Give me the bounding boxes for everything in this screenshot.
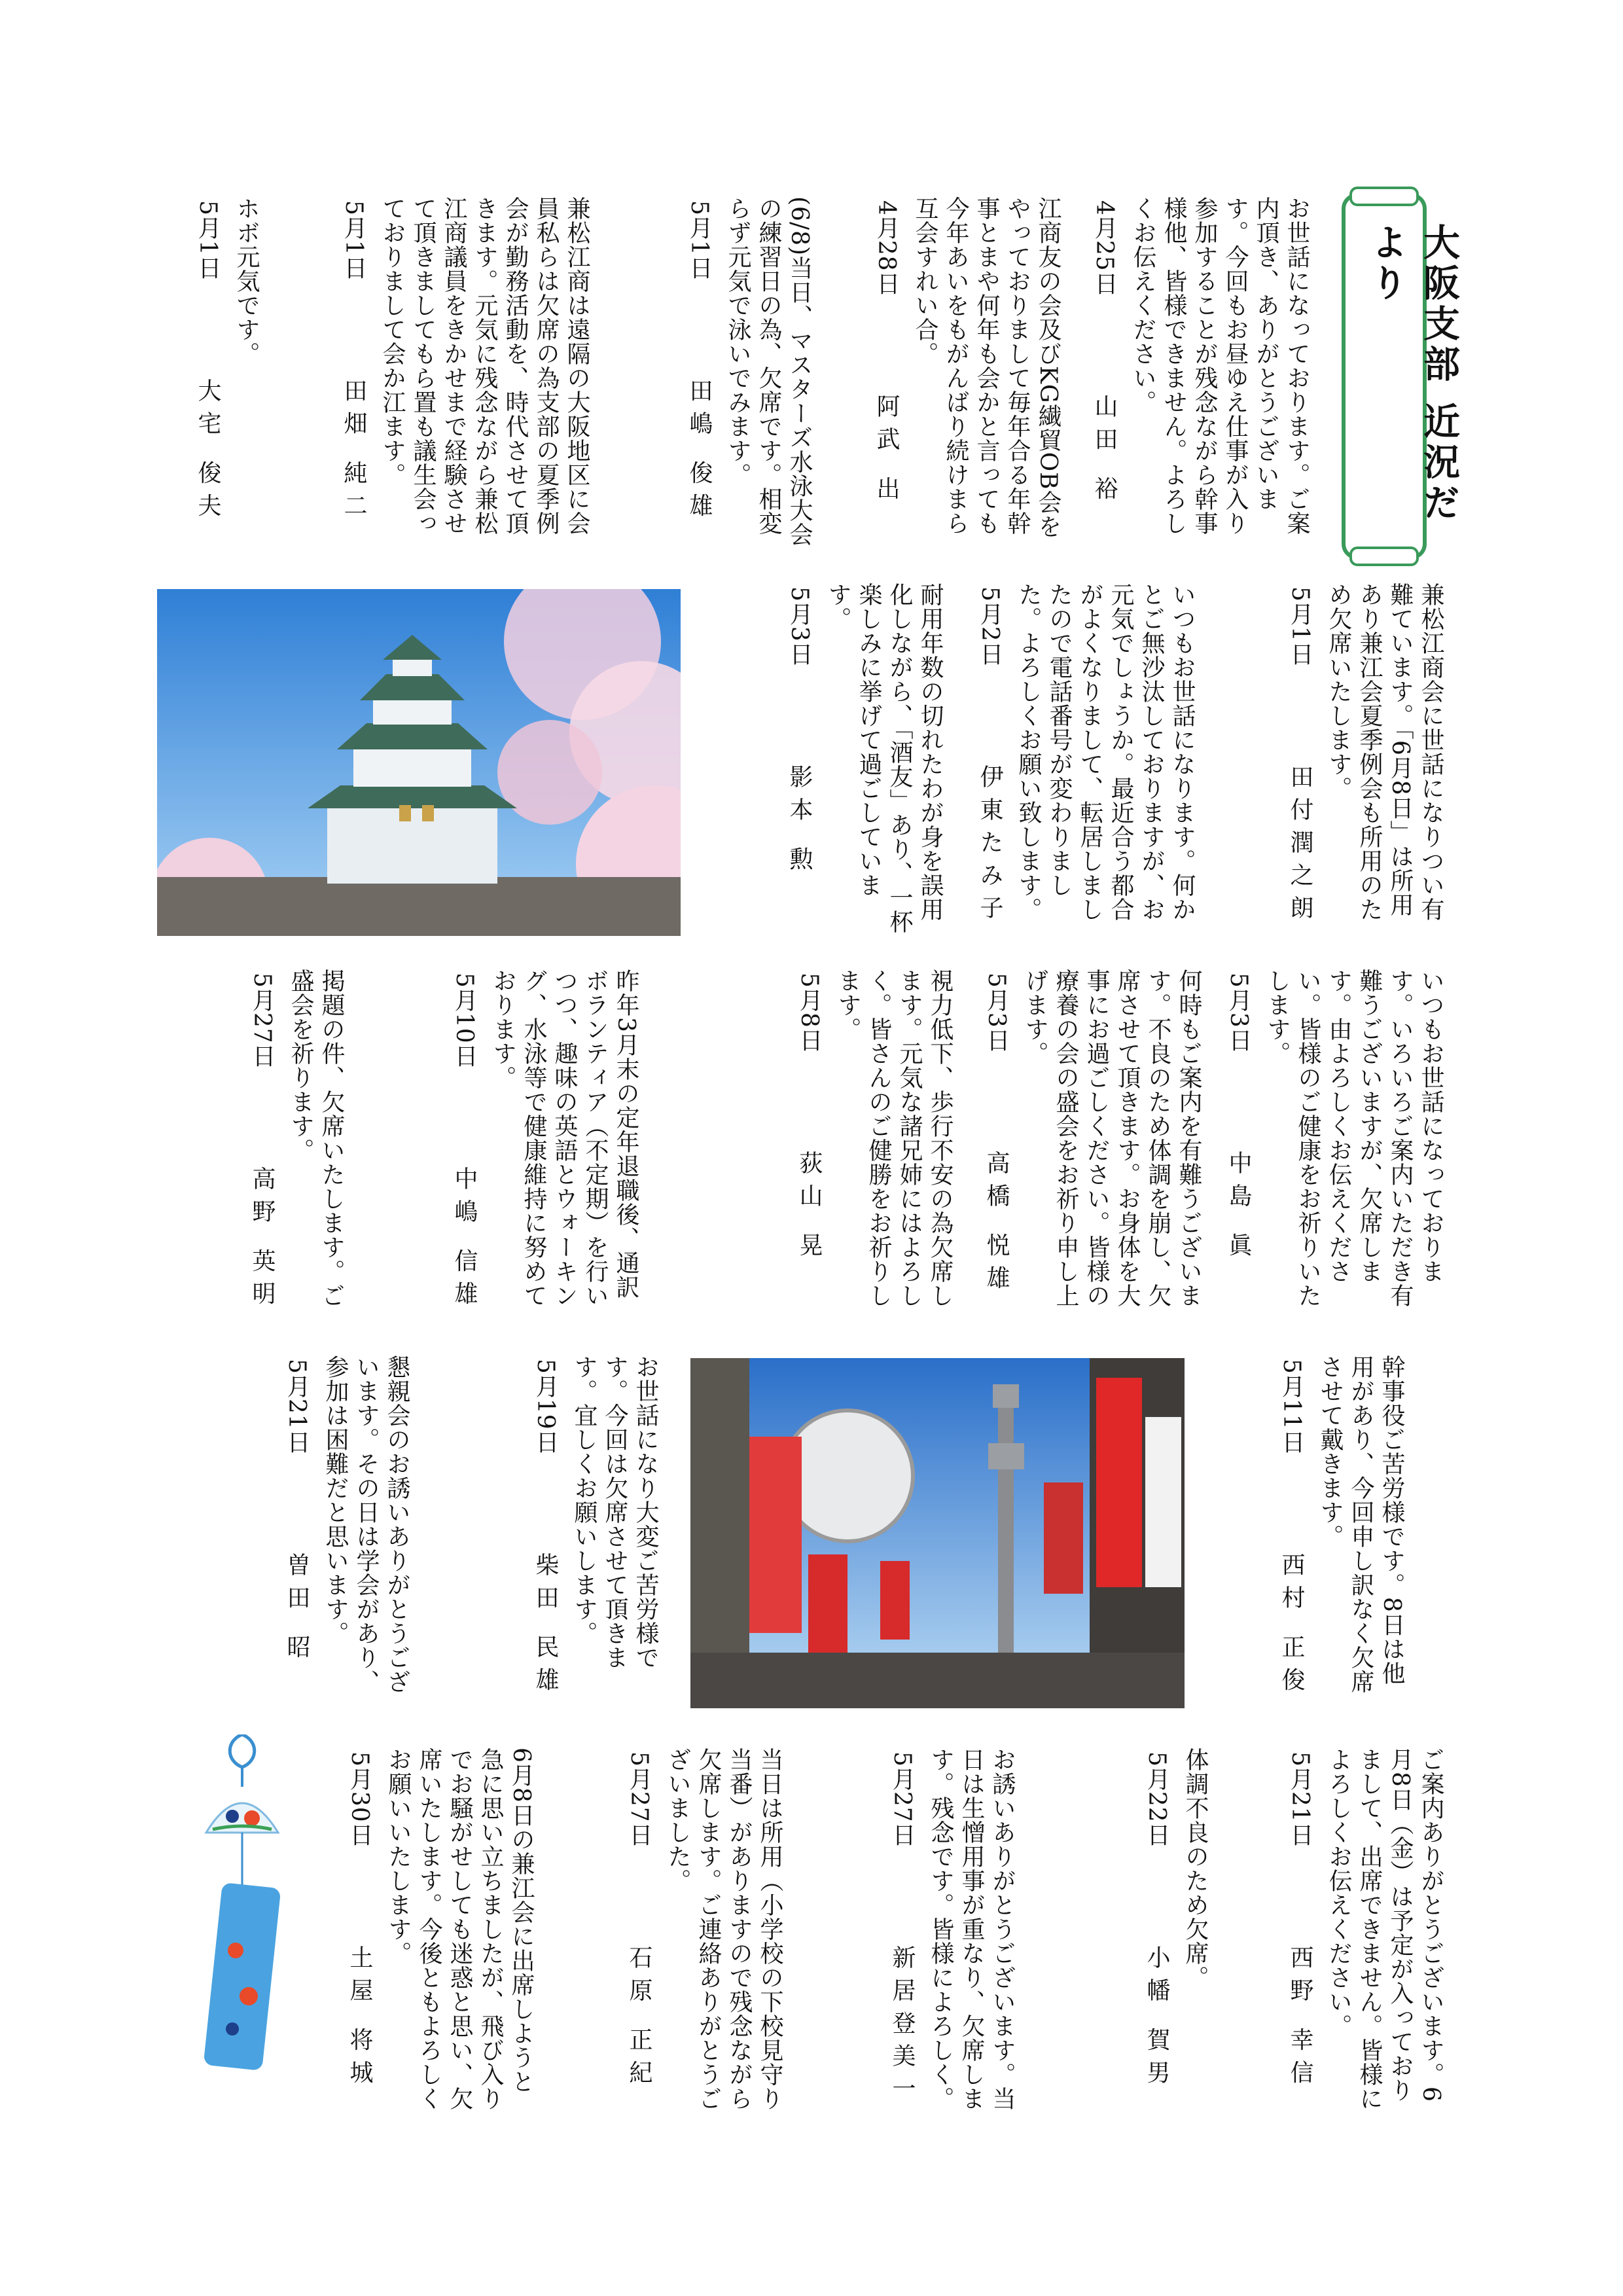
message-author: 高野 英明 xyxy=(249,1166,276,1314)
message-body: ホボ元気です。 xyxy=(233,196,260,366)
message-author: 影本 勲 xyxy=(786,764,813,880)
message-author: 田付潤之朗 xyxy=(1287,764,1313,928)
message-body: 当日は所用（小学校の下校見守り当番）がありますので残念ながら欠席します。ご連絡ありがとうございました。 xyxy=(664,1748,783,2111)
photo-osaka-castle xyxy=(157,589,681,936)
message-body: 昨年3月末の定年退職後、通訳ボランティア（不定期）を行いつつ、趣味の英語とウォーキング、水泳等で健康維持に努めております。 xyxy=(490,969,639,1308)
message-date: 4月28日 xyxy=(873,200,900,296)
message-date: 5月1日 xyxy=(194,200,221,280)
message-7 xyxy=(974,583,1198,936)
message-author: 阿武 出 xyxy=(873,393,900,509)
message-8 xyxy=(784,583,946,936)
message-author: 中島 眞 xyxy=(1225,1150,1252,1266)
message-10 xyxy=(981,969,1204,1322)
message-9 xyxy=(1223,969,1446,1322)
message-body: お世話になっております。ご案内頂き、ありがとうございます。今回もお昼ゆえ仕事が入り参加することが残念ながら幹事様他、皆様できません。よろしくお伝えください。 xyxy=(1130,196,1310,535)
message-11 xyxy=(794,969,955,1322)
message-author: 高橋 悦雄 xyxy=(983,1150,1010,1299)
message-body: 兼松江商会に世話になりつい有難ています。「6月8日」は所用あり兼江会夏季例会も所用のため欠席いたします。 xyxy=(1325,583,1444,922)
message-body: 体調不良のため欠席。 xyxy=(1182,1748,1209,1990)
message-date: 5月27日 xyxy=(626,1751,652,1847)
message-body: 耐用年数の切れたわが身を誤用化しながら、「酒友」あり、一杯楽しみに挙げて過ごしています。 xyxy=(825,583,944,934)
message-author: 荻山 晃 xyxy=(796,1150,823,1266)
message-date: 5月1日 xyxy=(340,200,367,280)
message-body: ご案内ありがとうございます。6月8日（金）は予定が入っておりまして、出席できません。皆様によろしくお伝えください。 xyxy=(1325,1748,1444,2111)
message-date: 5月1日 xyxy=(1287,586,1313,666)
message-author: 土屋 将城 xyxy=(346,1945,373,2093)
message-date: 5月27日 xyxy=(249,973,276,1068)
message-author: 伊東たみ子 xyxy=(976,764,1003,928)
message-2 xyxy=(871,196,1063,550)
message-body: 6月8日の兼江会に出席しようと急に思い立ちましたが、飛び入りでお騒がせしても迷惑と思い、欠席いたします。今後ともよろしくお願いいたします。 xyxy=(385,1748,535,2111)
message-date: 5月11日 xyxy=(1278,1359,1305,1454)
scroll-cap-top xyxy=(1349,187,1419,206)
message-13 xyxy=(247,969,347,1322)
message-author: 石原 正紀 xyxy=(626,1945,652,2093)
message-20 xyxy=(624,1748,785,2114)
message-body: (6/8)当日、マスターズ水泳大会の練習日の為、欠席です。相変らず元気で泳いでみます。 xyxy=(724,196,813,547)
message-author: 柴田 民雄 xyxy=(532,1552,559,1700)
message-date: 4月25日 xyxy=(1091,200,1118,296)
message-15 xyxy=(530,1355,661,1708)
message-16 xyxy=(281,1355,412,1708)
message-author: 新居登美一 xyxy=(889,1945,916,2109)
section-title-box xyxy=(1342,193,1460,560)
page-title: 大阪支部 近況だより xyxy=(1365,223,1460,524)
message-17 xyxy=(1285,1748,1446,2114)
message-date: 5月1日 xyxy=(686,200,713,280)
wind-chime-illustration xyxy=(187,1734,298,2075)
message-author: 中嶋 信雄 xyxy=(451,1166,478,1314)
message-date: 5月30日 xyxy=(346,1751,373,1847)
message-author: 西野 幸信 xyxy=(1287,1945,1313,2093)
message-author: 大宅 俊夫 xyxy=(194,378,221,526)
message-body: 視力低下、歩行不安の為欠席します。元気な諸兄姉にはよろしく。皆さんのご健勝をお祈りします。 xyxy=(834,969,954,1308)
message-body: 江商友の会及びKG繊貿OB会をやっておりまして毎年合る年幹事とまや何年も会かと言っても今年あいをもがんばり続けまら互会すれい合。 xyxy=(912,196,1061,539)
message-date: 5月3日 xyxy=(1225,973,1252,1052)
message-19 xyxy=(887,1748,1018,2114)
message-author: 田畑 純二 xyxy=(340,378,367,526)
message-body: 懇親会のお誘いありがとうございます。その日は学会があり、参加は困難だと思います。 xyxy=(322,1355,410,1694)
message-1 xyxy=(1089,196,1312,550)
message-date: 5月21日 xyxy=(1287,1751,1313,1847)
message-body: 掲題の件、欠席いたします。ご盛会を祈ります。 xyxy=(287,969,345,1308)
message-5 xyxy=(192,196,262,550)
message-date: 5月22日 xyxy=(1143,1751,1170,1847)
scroll-cap-bottom xyxy=(1349,547,1419,566)
message-12 xyxy=(449,969,641,1322)
message-date: 5月3日 xyxy=(786,586,813,666)
message-author: 曽田 昭 xyxy=(283,1552,310,1668)
message-18 xyxy=(1141,1748,1211,2114)
message-body: 兼松江商は遠隔の大阪地区に会員私らは欠席の為支部の夏季例会が勤務活動を、時代させて頂きます。元気に残念ながら兼松江商議員をきかせまで経験させて頂きましてもら置も議生会っておりまして会か江ます。 xyxy=(379,196,590,535)
message-body: お誘いありがとうございます。当日は生憎用事が重なり、欠席します。残念です。皆様によろしく。 xyxy=(927,1748,1016,2111)
message-body: いつもお世話になります。何かとご無沙汰しておりますが、お元気でしょうか。最近合う都合がよくなりまして、転居しましたので電話番号が変わりました。よろしくお願い致します。 xyxy=(1015,583,1196,922)
photo-tsutenkaku xyxy=(690,1358,1185,1708)
message-3 xyxy=(684,196,815,550)
message-body: 何時もご案内を有難うございます。不良のため体調を崩し、欠席させて頂きます。お身体を大事にお過ごしください。皆様の療養の会の盛会をお祈り申し上げます。 xyxy=(1022,969,1202,1308)
message-author: 小幡 賀男 xyxy=(1143,1945,1170,2093)
message-author: 田嶋 俊雄 xyxy=(686,378,713,526)
message-author: 西村 正俊 xyxy=(1278,1552,1305,1700)
message-date: 5月3日 xyxy=(983,973,1010,1052)
message-14 xyxy=(1276,1355,1407,1708)
message-date: 5月8日 xyxy=(796,973,823,1052)
message-body: お世話になり大変ご苦労様です。今回は欠席させて頂きます。宜しくお願いします。 xyxy=(571,1355,659,1670)
message-date: 5月21日 xyxy=(283,1359,310,1454)
message-author: 山田 裕 xyxy=(1091,393,1118,509)
message-body: 幹事役ご苦労様です。8日は他用があり、今回申し訳なく欠席させて戴きます。 xyxy=(1317,1355,1405,1694)
message-date: 5月19日 xyxy=(532,1359,559,1454)
message-date: 5月27日 xyxy=(889,1751,916,1847)
message-date: 5月10日 xyxy=(451,973,478,1068)
message-21 xyxy=(344,1748,537,2114)
message-date: 5月2日 xyxy=(976,586,1003,666)
message-4 xyxy=(338,196,592,550)
message-body: いつもお世話になっております。いろいろご案内いただき有難うございますが、欠席します。由よろしくお伝えください。皆様のご健康をお祈りいたします。 xyxy=(1264,969,1444,1308)
message-6 xyxy=(1285,583,1446,936)
